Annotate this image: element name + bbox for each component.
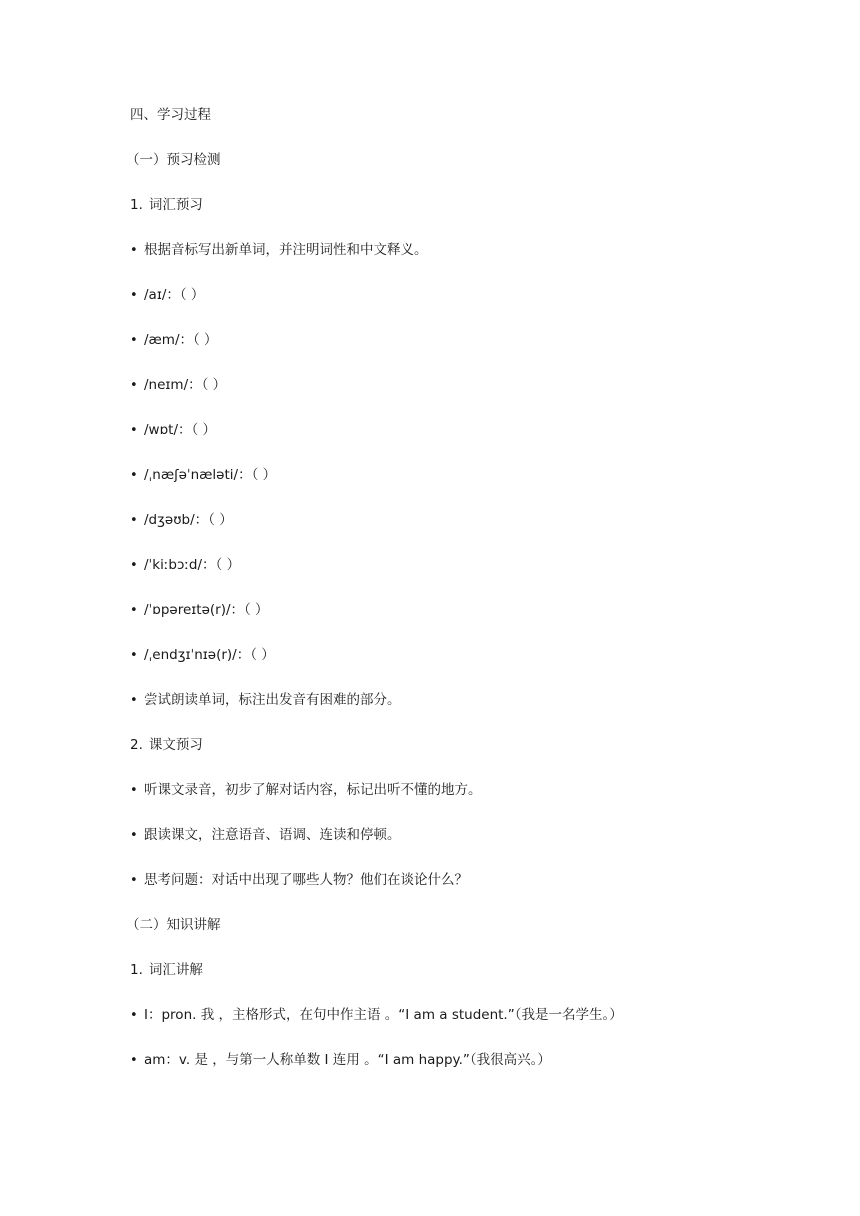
numbered-item: 2. 课文预习 [130, 737, 203, 753]
bullet-icon: • [130, 468, 138, 483]
bullet-icon: • [130, 513, 138, 528]
bullet-icon: • [130, 378, 138, 393]
numbered-item: 1. 词汇讲解 [130, 962, 203, 978]
bullet-icon: • [130, 1008, 138, 1023]
list-item: • /wɒt/：（ ） [130, 422, 217, 438]
list-item: • /æm/：（ ） [130, 332, 218, 348]
subsection-heading: （一）预习检测 [126, 152, 221, 168]
list-item: • I：pron. 我 ，主格形式，在句中作主语 。“I am a student.”（我是一名学生。） [130, 1007, 623, 1023]
bullet-icon: • [130, 828, 138, 843]
list-item: • /aɪ/：（ ） [130, 287, 205, 303]
list-item: • 跟读课文，注意语音、语调、连读和停顿。 [130, 827, 401, 843]
subsection-heading: （二）知识讲解 [126, 917, 221, 933]
section-heading: 四、学习过程 [130, 107, 211, 123]
bullet-icon: • [130, 288, 138, 303]
bullet-icon: • [130, 693, 138, 708]
bullet-icon: • [130, 243, 138, 258]
bullet-icon: • [130, 873, 138, 888]
list-item: • 思考问题：对话中出现了哪些人物？他们在谈论什么？ [130, 872, 468, 888]
bullet-icon: • [130, 648, 138, 663]
numbered-item: 1. 词汇预习 [130, 197, 203, 213]
bullet-icon: • [130, 423, 138, 438]
bullet-icon: • [130, 333, 138, 348]
list-item: • /ˈɒpəreɪtə(r)/：（ ） [130, 602, 269, 618]
bullet-icon: • [130, 1053, 138, 1068]
list-item: • /neɪm/：（ ） [130, 377, 227, 393]
list-item: • /ˌendʒɪˈnɪə(r)/：（ ） [130, 647, 275, 663]
list-item: • /ˌnæʃəˈnæləti/：（ ） [130, 467, 277, 483]
list-item: • 听课文录音，初步了解对话内容，标记出听不懂的地方。 [130, 782, 482, 798]
bullet-icon: • [130, 783, 138, 798]
list-item: • 尝试朗读单词，标注出发音有困难的部分。 [130, 692, 401, 708]
list-item: • /ˈkiːbɔːd/：（ ） [130, 557, 241, 573]
list-item: • 根据音标写出新单词，并注明词性和中文释义。 [130, 242, 428, 258]
bullet-icon: • [130, 558, 138, 573]
bullet-icon: • [130, 603, 138, 618]
list-item: • am：v. 是 ，与第一人称单数 I 连用 。“I am happy.”（我很高兴。） [130, 1052, 551, 1068]
list-item: • /dʒəʊb/：（ ） [130, 512, 233, 528]
